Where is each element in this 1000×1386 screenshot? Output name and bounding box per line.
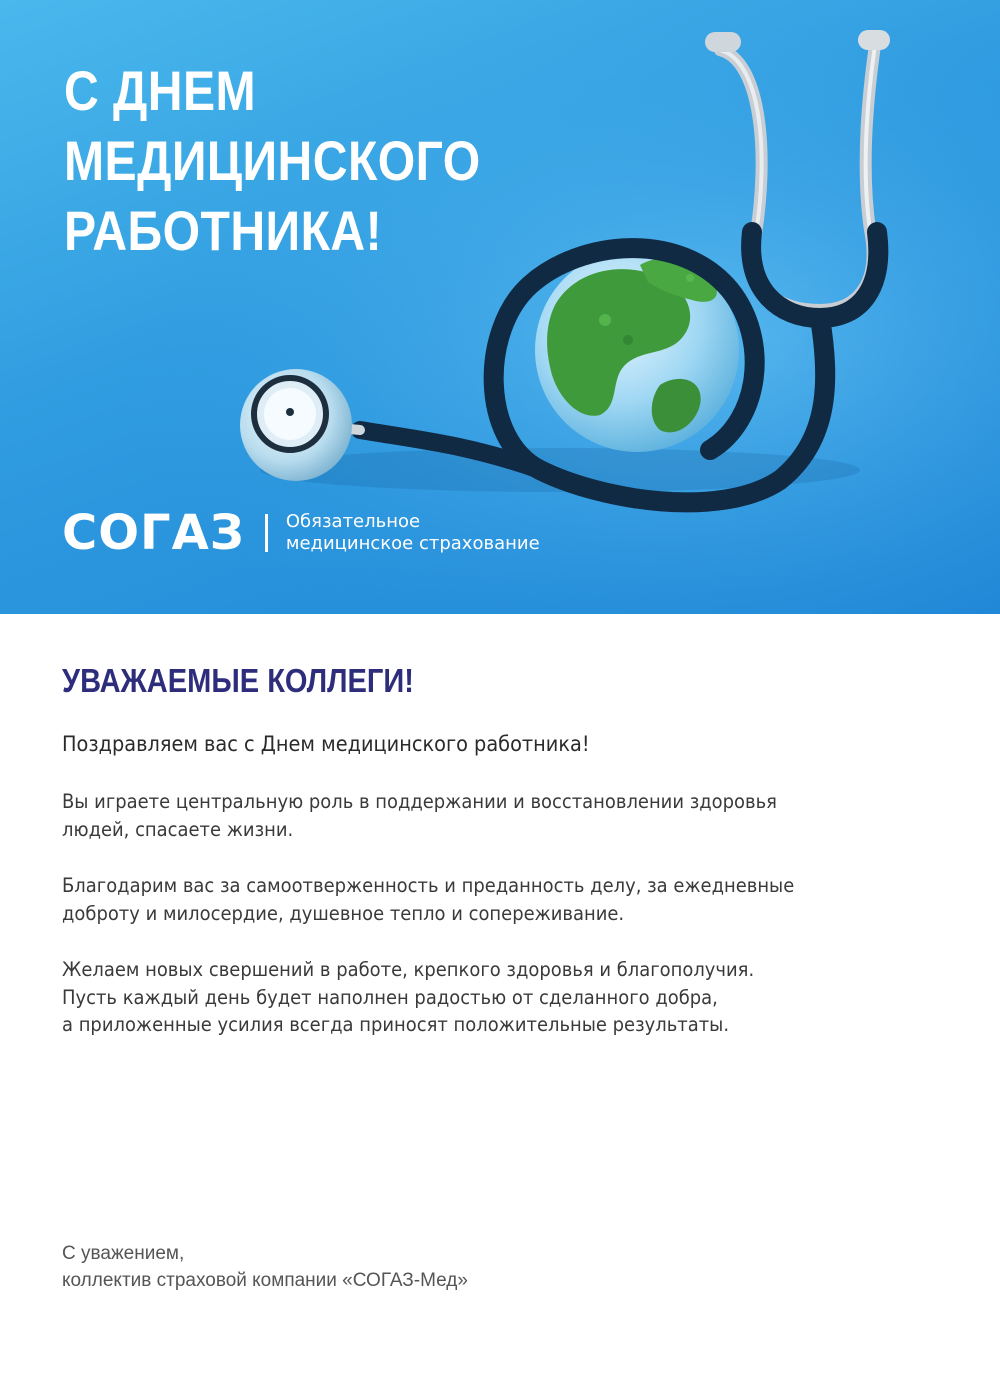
paragraph-line: людей, спасаете жизни. [62, 817, 294, 841]
paragraph-line: Вы играете центральную роль в поддержании и восстановлении здоровья [62, 790, 777, 813]
greeting-heading: УВАЖАЕМЫЕ КОЛЛЕГИ! [62, 662, 414, 699]
hero-title-line: МЕДИЦИНСКОГО [64, 129, 481, 192]
brand-block [62, 505, 540, 561]
paragraph-line: доброту и милосердие, душевное тепло и сопереживание. [62, 901, 625, 925]
paragraph-line: Пусть каждый день будет наполнен радостью от сделанного добра, [62, 985, 718, 1009]
paragraph [62, 788, 777, 843]
hero-title [64, 56, 481, 266]
brand-tagline-line: Обязательное [285, 511, 421, 532]
brand-tagline-line: медицинское страхование [285, 533, 540, 554]
signoff [62, 1240, 468, 1294]
hero-title-line: РАБОТНИКА! [64, 199, 383, 262]
paragraph [62, 872, 794, 927]
sogaz-logo: СОГАЗ [62, 505, 245, 561]
chestpiece-icon [240, 369, 352, 481]
brand-divider [265, 514, 268, 552]
brand-tagline [286, 511, 540, 555]
paragraph-line: а приложенные усилия всегда приносят положительные результаты. [62, 1013, 730, 1036]
signoff-line: С уважением, [62, 1243, 185, 1264]
lead-sentence: Поздравляем вас с Днем медицинского работника! [62, 732, 590, 756]
signoff-line: коллектив страховой компании «СОГАЗ-Мед» [62, 1270, 468, 1291]
paragraph [62, 956, 754, 1039]
hero-title-line: С ДНЕМ [64, 59, 257, 122]
hero-banner [0, 0, 1000, 614]
paragraph-line: Благодарим вас за самоотверженность и преданность делу, за ежедневные [62, 874, 795, 897]
paragraph-line: Желаем новых свершений в работе, крепкого здоровья и благополучия. [62, 958, 755, 981]
